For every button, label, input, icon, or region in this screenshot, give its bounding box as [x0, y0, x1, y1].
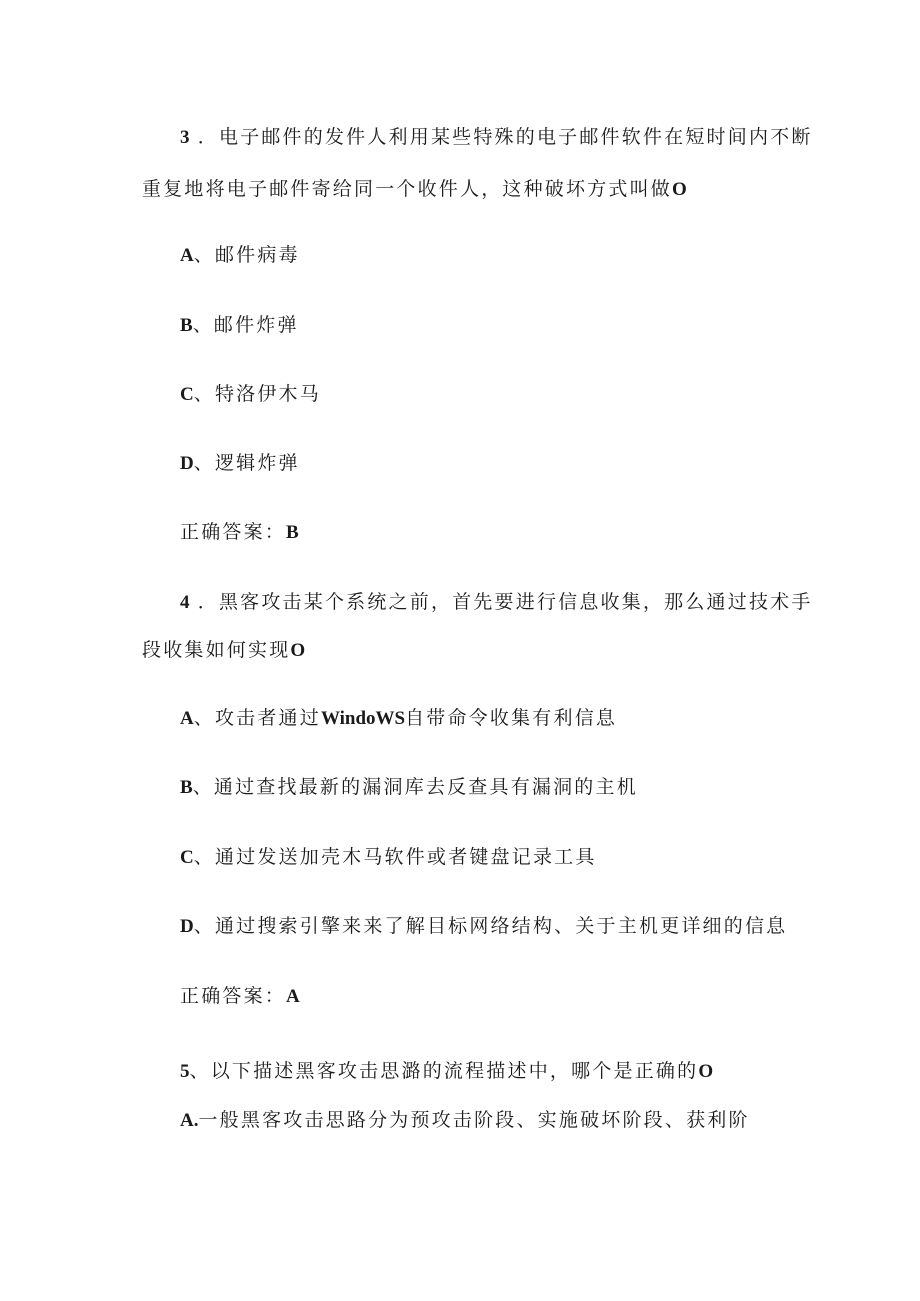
option-text: 自带命令收集有利信息 [405, 707, 618, 729]
option-separator: 、 [193, 707, 215, 729]
answer-value: A [286, 986, 300, 1007]
option-key: C [180, 384, 194, 405]
option-separator: 、 [193, 244, 215, 266]
option-text: 逻辑炸弹 [214, 452, 300, 474]
option-text: 通过搜索引擎来来了解目标网络结构、关于主机更详细的信息 [214, 915, 788, 937]
question-text: ．黑客攻击某个系统之前，首先要进行信息收集，那么通过技术手 [197, 591, 813, 613]
blank-mark: O [290, 640, 306, 661]
option-key: B [180, 777, 193, 798]
option-a [180, 242, 300, 269]
option-c [180, 381, 321, 408]
option-b [180, 774, 638, 801]
option-c [180, 844, 597, 871]
question-number: 4 [180, 592, 190, 613]
option-text: 特洛伊木马 [214, 383, 321, 405]
option-text: 一般黑客攻击思路分为预攻击阶段、实施破坏阶段、获利阶 [198, 1109, 750, 1131]
question-3-line-1 [180, 124, 813, 151]
option-key: C [180, 847, 194, 868]
question-number: 5 [180, 1061, 190, 1082]
answer-label: 正确答案： [180, 521, 287, 543]
answer-label: 正确答案： [180, 985, 287, 1007]
option-d [180, 450, 300, 477]
option-text: 通过发送加壳木马软件或者键盘记录工具 [214, 846, 597, 868]
option-key: B [180, 315, 193, 336]
question-4-line-1 [180, 589, 813, 616]
option-separator: 、 [193, 915, 215, 937]
option-d [180, 913, 787, 940]
blank-mark: O [698, 1061, 714, 1082]
option-separator: 、 [192, 314, 214, 336]
option-text: 邮件炸弹 [213, 314, 299, 336]
option-separator: 、 [193, 383, 215, 405]
question-5-line-1 [180, 1058, 713, 1085]
question-text: 、以下描述黑客攻击思潞的流程描述中，哪个是正确的 [189, 1060, 699, 1082]
blank-mark: O [672, 179, 687, 200]
question-4-line-2 [142, 637, 305, 664]
option-separator: 、 [193, 452, 215, 474]
option-key: D [180, 453, 194, 474]
option-b [180, 312, 299, 339]
option-separator: 、 [192, 776, 214, 798]
option-text-bold: WindoWS [320, 708, 406, 729]
option-text: 攻击者通过 [214, 707, 321, 729]
option-text: 通过查找最新的漏洞库去反查具有漏洞的主机 [213, 776, 638, 798]
option-key: D [180, 916, 194, 937]
option-a [180, 705, 617, 732]
option-key: A [180, 245, 194, 266]
question-text: 重复地将电子邮件寄给同一个收件人，这种破坏方式叫做 [142, 178, 673, 200]
option-separator: 、 [193, 846, 215, 868]
option-key: A [180, 708, 194, 729]
question-text: ．电子邮件的发件人利用某些特殊的电子邮件软件在短时间内不断 [197, 126, 813, 148]
option-text: 邮件病毒 [214, 244, 300, 266]
answer-value: B [286, 522, 299, 543]
option-key: A [180, 1110, 194, 1131]
option-separator: . [193, 1110, 199, 1131]
option-a [180, 1107, 750, 1134]
correct-answer [180, 983, 300, 1010]
question-3-line-2 [142, 176, 687, 203]
correct-answer [180, 519, 299, 546]
question-text: 段收集如何实现 [142, 639, 291, 661]
question-number: 3 [180, 127, 190, 148]
